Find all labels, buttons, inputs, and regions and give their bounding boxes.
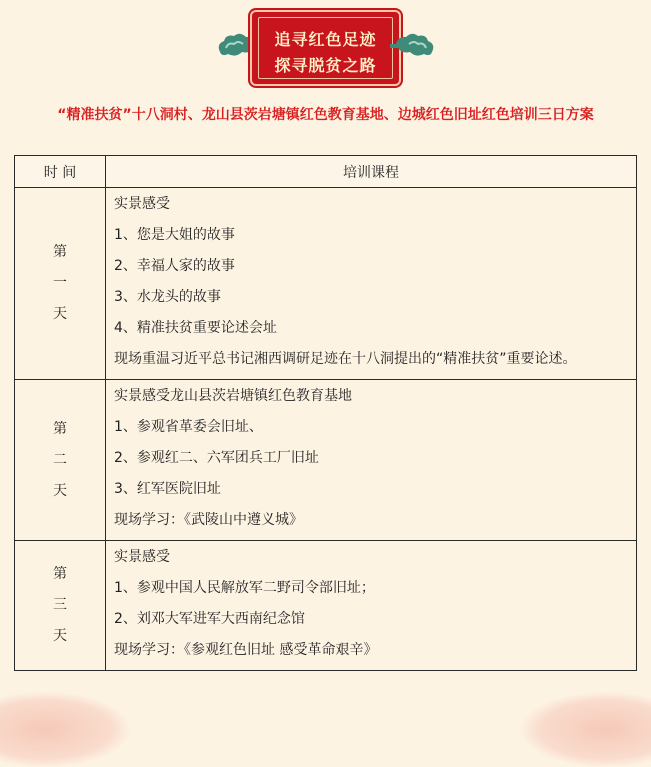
cloud-decoration-left bbox=[0, 692, 130, 767]
list-item: 实景感受 bbox=[114, 549, 170, 565]
day-char: 一 bbox=[53, 275, 67, 291]
header-banner bbox=[0, 0, 651, 95]
list-item: 现场重温习近平总书记湘西调研足迹在十八洞提出的“精准扶贫”重要论述。 bbox=[114, 351, 577, 367]
day-char: 第 bbox=[53, 566, 67, 582]
list-item: 3、红军医院旧址 bbox=[114, 481, 221, 497]
day-content-2 bbox=[106, 380, 637, 541]
table-row-day-1 bbox=[15, 188, 637, 380]
list-item: 3、水龙头的故事 bbox=[114, 289, 221, 305]
day-content-3 bbox=[106, 541, 637, 671]
list-item: 4、精准扶贫重要论述会址 bbox=[114, 320, 277, 336]
list-item: 2、幸福人家的故事 bbox=[114, 258, 235, 274]
page-title: “精准扶贫”十八洞村、龙山县茨岩塘镇红色教育基地、边城红色旧址红色培训三日方案 bbox=[57, 107, 594, 123]
list-item: 2、刘邓大军进军大西南纪念馆 bbox=[114, 611, 305, 627]
list-item: 2、参观红二、六军团兵工厂旧址 bbox=[114, 450, 319, 466]
table-row-day-2 bbox=[15, 380, 637, 541]
header-course: 培训课程 bbox=[106, 156, 637, 188]
day-char: 第 bbox=[53, 244, 67, 260]
day-char: 三 bbox=[53, 597, 67, 613]
badge-line-2: 探寻脱贫之路 bbox=[274, 56, 377, 75]
list-item: 1、您是大姐的故事 bbox=[114, 227, 235, 243]
list-item: 现场学习：《参观红色旧址 感受革命艰辛》 bbox=[114, 642, 378, 658]
cloud-decoration-right bbox=[521, 692, 651, 767]
list-item: 实景感受龙山县茨岩塘镇红色教育基地 bbox=[114, 388, 352, 404]
list-item: 1、参观省革委会旧址、 bbox=[114, 419, 263, 435]
day-content-1 bbox=[106, 188, 637, 380]
day-char: 天 bbox=[53, 306, 67, 322]
header-time: 时 间 bbox=[15, 156, 106, 188]
table-header-row bbox=[15, 156, 637, 188]
day-char: 二 bbox=[53, 451, 67, 468]
day-char: 天 bbox=[53, 482, 67, 499]
badge-line-1: 追寻红色足迹 bbox=[274, 30, 377, 49]
list-item: 实景感受 bbox=[114, 196, 170, 212]
day-label-1 bbox=[15, 188, 106, 380]
list-item: 现场学习：《武陵山中遵义城》 bbox=[114, 512, 303, 528]
table-row-day-3 bbox=[15, 541, 637, 671]
title-badge bbox=[252, 12, 399, 84]
list-item: 1、参观中国人民解放军二野司令部旧址； bbox=[114, 580, 375, 596]
day-label-2 bbox=[15, 380, 106, 541]
day-char: 第 bbox=[53, 420, 67, 437]
schedule-table bbox=[14, 155, 637, 671]
day-char: 天 bbox=[53, 628, 67, 644]
auspicious-cloud-right-icon bbox=[390, 32, 436, 58]
day-label-3 bbox=[15, 541, 106, 671]
